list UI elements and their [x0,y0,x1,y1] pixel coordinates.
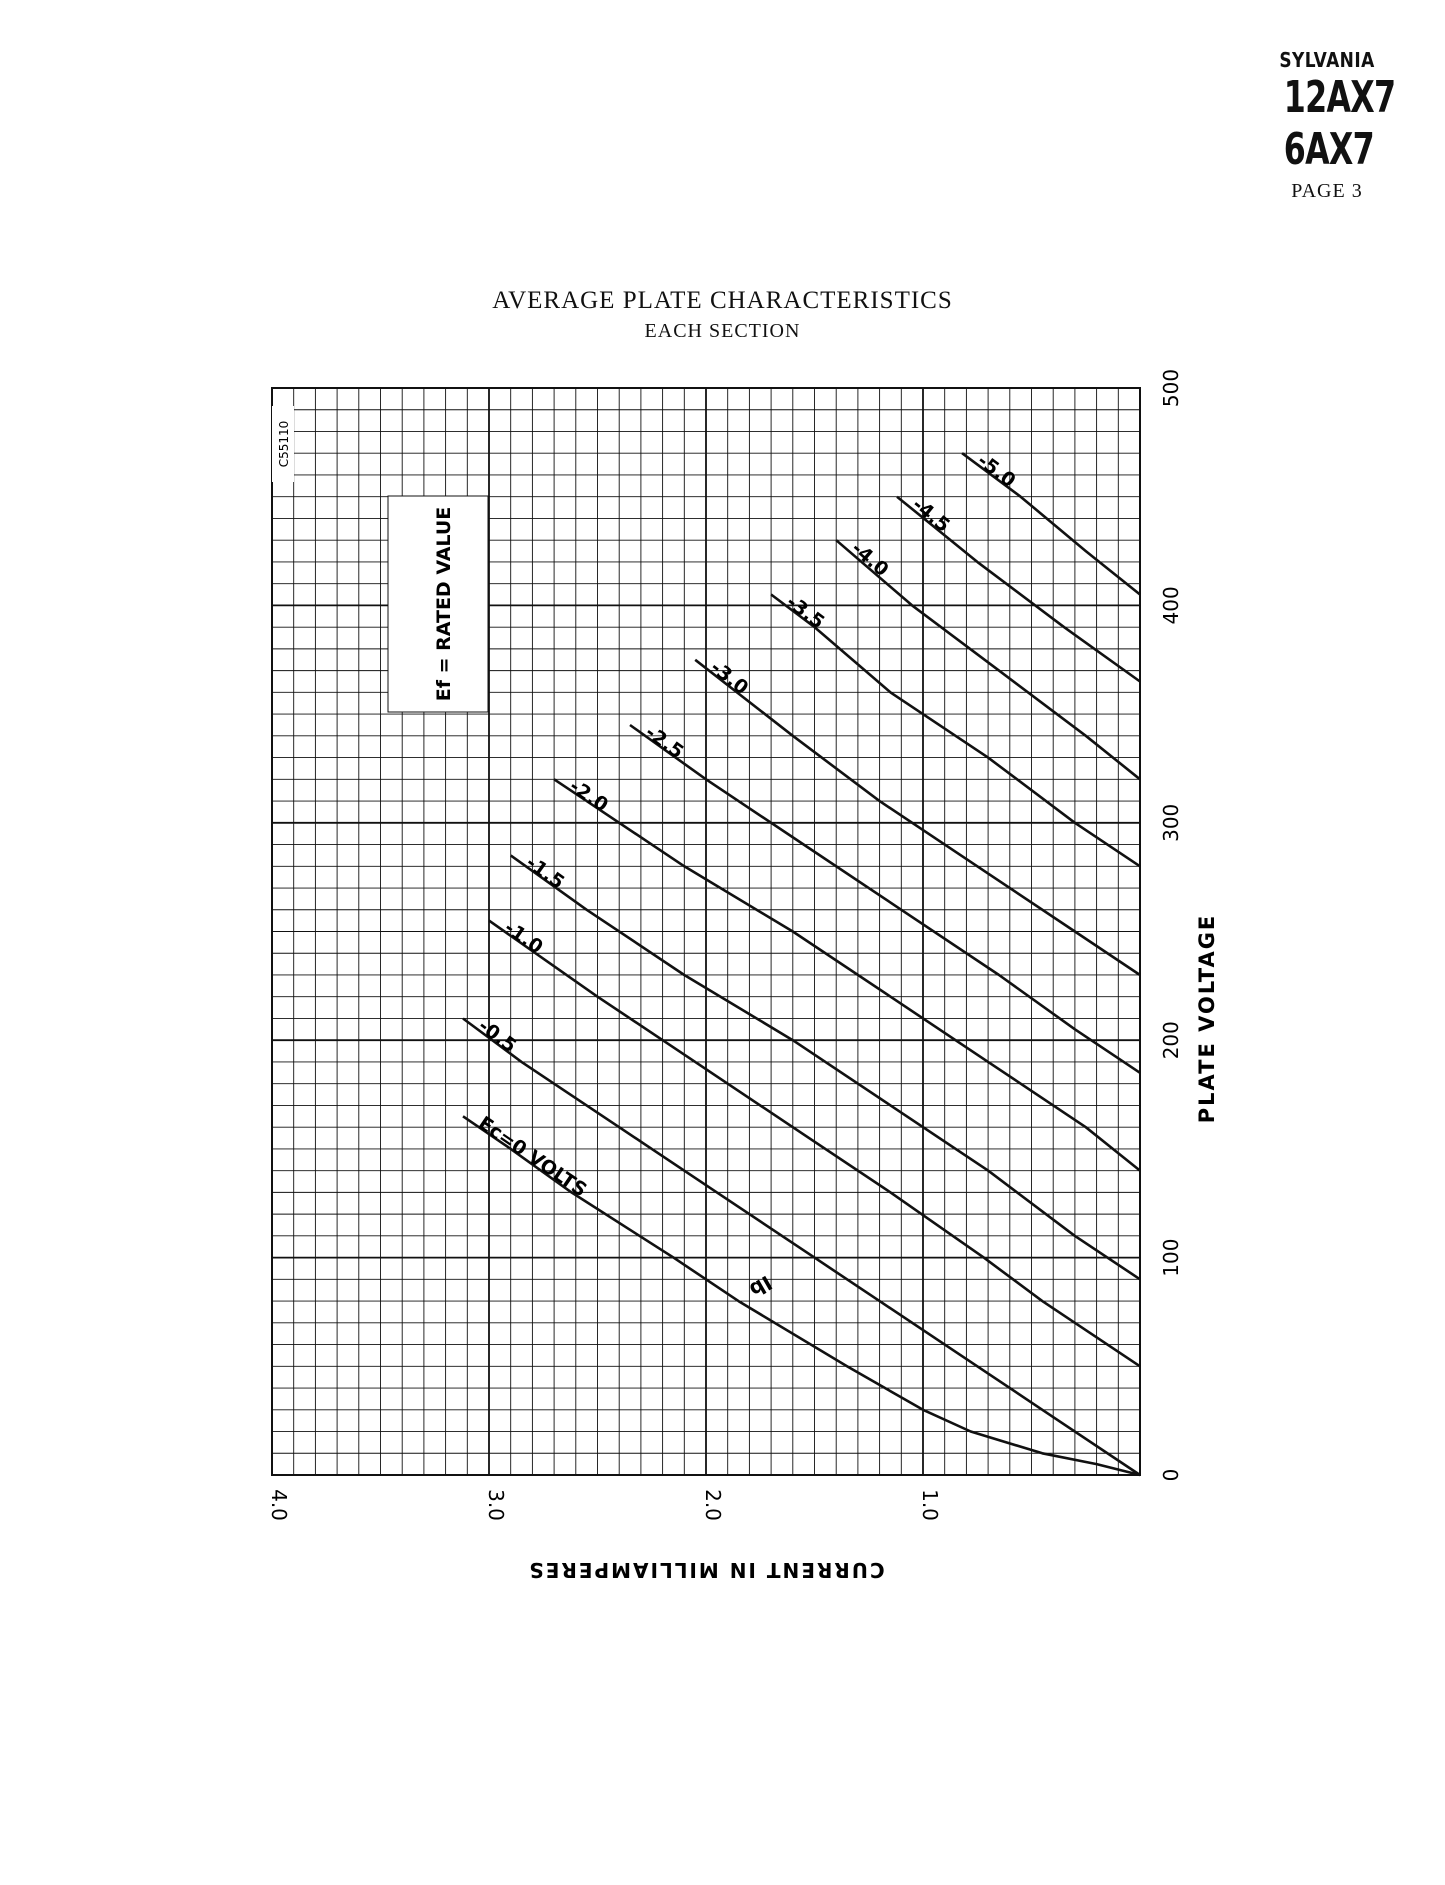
curve-series-1 [463,1019,1140,1476]
curve-label-0: Ec=0 VOLTS [474,1112,591,1202]
curve-label-7: -3.5 [782,590,829,634]
x-tick-label-1: 100 [1159,1238,1183,1277]
curve-label-2: -1.0 [500,916,547,959]
page-number: PAGE 3 [1291,180,1363,202]
curve-label-3: -1.5 [521,851,569,894]
curve-label-9: -4.5 [907,493,954,537]
curve-label-5: -2.5 [641,721,688,764]
figure-code: C55110 [277,420,291,468]
x-axis-label: PLATE VOLTAGE [1195,913,1219,1124]
curve-label-4: -2.0 [565,775,613,817]
y-tick-label-1: 2.0 [701,1489,725,1521]
y-tick-label-3: 4.0 [267,1489,291,1521]
tube-type-secondary: 6AX7 [1283,124,1374,175]
x-tick-label-5: 500 [1159,368,1183,408]
y-tick-label-0: 1.0 [918,1489,942,1521]
x-tick-label-2: 200 [1159,1021,1183,1060]
brand-name: SYLVANIA [1279,48,1375,72]
chart-subtitle: EACH SECTION [644,320,801,342]
x-tick-label-3: 300 [1159,803,1183,842]
curve-label-1: -0.5 [474,1014,521,1058]
curve-label-10: -5.0 [973,449,1020,492]
y-axis-label: CURRENT IN MILLIAMPERES [527,1558,885,1582]
x-tick-label-0: 0 [1159,1468,1183,1482]
chart-title: AVERAGE PLATE CHARACTERISTICS [492,287,953,314]
ib-label: Ib [745,1270,777,1303]
curve-series-3 [511,855,1140,1279]
curve-label-6: -3.0 [706,656,753,700]
x-tick-label-4: 400 [1159,586,1183,625]
tube-type-primary: 12AX7 [1283,72,1396,123]
ef-label: Ef = RATED VALUE [433,506,455,702]
curve-series-7 [771,595,1140,867]
y-tick-label-2: 3.0 [484,1489,508,1521]
curve-label-8: -4.0 [846,537,893,582]
